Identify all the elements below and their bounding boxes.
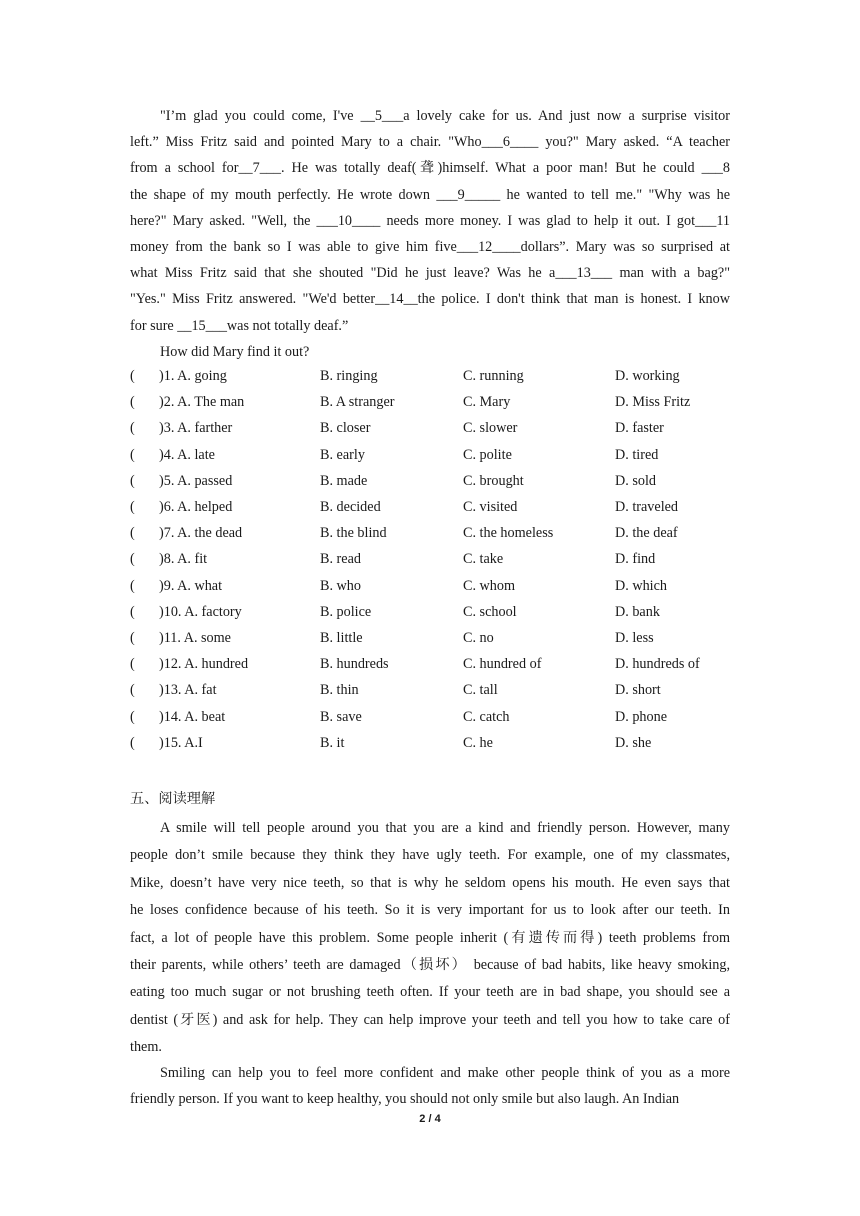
option-d: D. bank bbox=[615, 603, 660, 620]
answer-paren: ( bbox=[130, 603, 135, 620]
question-row bbox=[130, 368, 750, 388]
question-row bbox=[130, 735, 750, 755]
passage-line: dentist (牙医) and ask for help. They can help improve your teeth and tell you how to take care of bbox=[130, 1011, 730, 1028]
option-a: )5. A. passed bbox=[159, 472, 233, 489]
passage-line: fact, a lot of people have this problem. Some people inherit (有遗传而得) teeth problems from bbox=[130, 929, 730, 946]
passage-line: A smile will tell people around you that you are a kind and friendly person. However, many bbox=[160, 820, 730, 836]
answer-paren: ( bbox=[130, 499, 135, 515]
option-a: )9. A. what bbox=[159, 577, 223, 594]
option-c: C. running bbox=[463, 368, 524, 384]
option-a: )14. A. beat bbox=[159, 708, 226, 725]
option-c: C. slower bbox=[463, 420, 518, 437]
option-c: C. the homeless bbox=[463, 525, 554, 542]
passage-line: their parents, while others’ teeth are damaged（损坏） because of bad habits, like heavy smoking, bbox=[130, 957, 730, 974]
option-c: C. brought bbox=[463, 472, 524, 489]
option-a: )12. A. hundred bbox=[159, 656, 249, 673]
option-b: B. ringing bbox=[320, 368, 378, 384]
question-row bbox=[130, 447, 750, 467]
passage-line: Smiling can help you to feel more confident and make other people think of you as a more bbox=[160, 1065, 730, 1081]
reading-passage-2 bbox=[130, 1060, 730, 1113]
option-b: B. thin bbox=[320, 682, 359, 699]
option-c: C. no bbox=[463, 630, 494, 646]
question-row bbox=[130, 604, 750, 624]
option-c: C. visited bbox=[463, 499, 518, 515]
passage-line: from a school for__7___. He was totally deaf(聋)himself. What a poor man! But he could ___8 bbox=[130, 160, 730, 177]
option-d: D. traveled bbox=[615, 499, 679, 515]
option-d: D. she bbox=[615, 734, 652, 751]
answer-paren: ( bbox=[130, 472, 135, 489]
option-a: )7. A. the dead bbox=[159, 525, 243, 542]
page-number: 2 / 4 bbox=[419, 1113, 441, 1125]
question-row bbox=[130, 499, 750, 519]
passage-line: here?" Mary asked. "Well, the ___10____ needs more money. I was glad to help it out. I got___11 bbox=[130, 212, 730, 229]
answer-paren: ( bbox=[130, 551, 135, 568]
option-d: D. tired bbox=[615, 446, 659, 463]
answer-paren: ( bbox=[130, 420, 135, 437]
option-b: B. who bbox=[320, 577, 361, 594]
answer-paren: ( bbox=[130, 656, 135, 673]
option-b: B. read bbox=[320, 551, 361, 568]
option-a: )6. A. helped bbox=[159, 499, 233, 515]
option-d: D. sold bbox=[615, 472, 656, 489]
option-c: C. school bbox=[463, 603, 517, 620]
option-d: D. short bbox=[615, 682, 661, 699]
passage-line: what Miss Fritz said that she shouted "Did he just leave? Was he a___13___ man with a bag?" bbox=[130, 265, 730, 282]
question-row bbox=[130, 578, 750, 598]
option-b: B. the blind bbox=[320, 525, 387, 542]
option-b: B. save bbox=[320, 708, 362, 725]
option-d: D. Miss Fritz bbox=[615, 394, 691, 411]
question-row bbox=[130, 682, 750, 702]
option-a: )2. A. The man bbox=[159, 394, 245, 411]
option-c: C. tall bbox=[463, 682, 498, 699]
option-a: )8. A. fit bbox=[159, 551, 208, 568]
option-c: C. he bbox=[463, 734, 493, 751]
closing-question: How did Mary find it out? bbox=[160, 344, 310, 360]
reading-passage bbox=[130, 815, 730, 1062]
question-row bbox=[130, 473, 750, 493]
passage-line: Mike, doesn’t have very nice teeth, so that is why he seldom opens his mouth. He even says that bbox=[130, 874, 730, 891]
option-a: )13. A. fat bbox=[159, 682, 217, 699]
answer-paren: ( bbox=[130, 525, 135, 542]
passage-line: the shape of my mouth perfectly. He wrote down ___9_____ he wanted to tell me." "Why was he bbox=[130, 186, 730, 203]
passage-line: eating too much sugar or not brushing teeth often. If your teeth are in bad shape, you should see a bbox=[130, 984, 730, 1001]
answer-paren: ( bbox=[130, 446, 135, 463]
question-row bbox=[130, 630, 750, 650]
passage-line: them. bbox=[130, 1039, 162, 1056]
option-a: )4. A. late bbox=[159, 446, 215, 463]
passage-line: "I’m glad you could come, I've __5___a lovely cake for us. And just now a surprise visitor bbox=[160, 108, 730, 124]
option-d: D. the deaf bbox=[615, 525, 678, 542]
option-b: B. A stranger bbox=[320, 394, 395, 411]
answer-paren: ( bbox=[130, 734, 135, 751]
option-a: )1. A. going bbox=[159, 368, 227, 384]
option-a: )11. A. some bbox=[159, 630, 231, 646]
option-b: B. closer bbox=[320, 420, 371, 437]
option-b: B. little bbox=[320, 630, 363, 646]
option-d: D. which bbox=[615, 577, 668, 594]
question-row bbox=[130, 420, 750, 440]
passage-line: "Yes." Miss Fritz answered. "We'd better__14__the police. I don't think that man is honest. I know bbox=[130, 291, 730, 308]
passage-line: he loses confidence because of his teeth. So it is very important for us to look after our teeth. In bbox=[130, 902, 730, 919]
option-c: C. whom bbox=[463, 577, 516, 594]
passage-line: left.” Miss Fritz said and pointed Mary to a chair. "Who___6____ you?" Mary asked. “A teacher bbox=[130, 134, 730, 151]
option-d: D. faster bbox=[615, 420, 664, 437]
option-b: B. made bbox=[320, 472, 368, 489]
answer-paren: ( bbox=[130, 577, 135, 594]
cloze-passage bbox=[130, 103, 730, 339]
option-d: D. find bbox=[615, 551, 656, 568]
option-d: D. less bbox=[615, 630, 654, 646]
answer-paren: ( bbox=[130, 394, 135, 411]
passage-line: people don’t smile because they think they have ugly teeth. For example, one of my classmates, bbox=[130, 847, 730, 864]
passage-line: for sure __15___was not totally deaf.” bbox=[130, 317, 349, 334]
answer-paren: ( bbox=[130, 630, 135, 646]
passage-line: friendly person. If you want to keep healthy, you should not only smile but also laugh. An Indian bbox=[130, 1091, 680, 1108]
option-c: C. Mary bbox=[463, 394, 511, 411]
question-row bbox=[130, 394, 750, 414]
option-d: D. working bbox=[615, 368, 680, 384]
option-c: C. polite bbox=[463, 446, 512, 463]
option-b: B. it bbox=[320, 734, 345, 751]
option-b: B. police bbox=[320, 603, 372, 620]
option-d: D. phone bbox=[615, 708, 668, 725]
answer-paren: ( bbox=[130, 682, 135, 699]
option-a: )15. A.I bbox=[159, 734, 203, 751]
option-b: B. hundreds bbox=[320, 656, 389, 673]
option-c: C. hundred of bbox=[463, 656, 542, 673]
option-a: )3. A. farther bbox=[159, 420, 233, 437]
question-row bbox=[130, 525, 750, 545]
option-d: D. hundreds of bbox=[615, 656, 700, 673]
option-a: )10. A. factory bbox=[159, 603, 242, 620]
section-heading: 五、阅读理解 bbox=[130, 791, 216, 807]
question-row bbox=[130, 656, 750, 676]
question-row bbox=[130, 551, 750, 571]
option-c: C. take bbox=[463, 551, 504, 568]
option-c: C. catch bbox=[463, 708, 510, 725]
answer-paren: ( bbox=[130, 708, 135, 725]
option-b: B. early bbox=[320, 446, 365, 463]
passage-line: money from the bank so I was able to give him five___12____dollars”. Mary was so surprised at bbox=[130, 239, 730, 256]
option-b: B. decided bbox=[320, 499, 381, 515]
answer-paren: ( bbox=[130, 368, 135, 384]
question-row bbox=[130, 709, 750, 729]
